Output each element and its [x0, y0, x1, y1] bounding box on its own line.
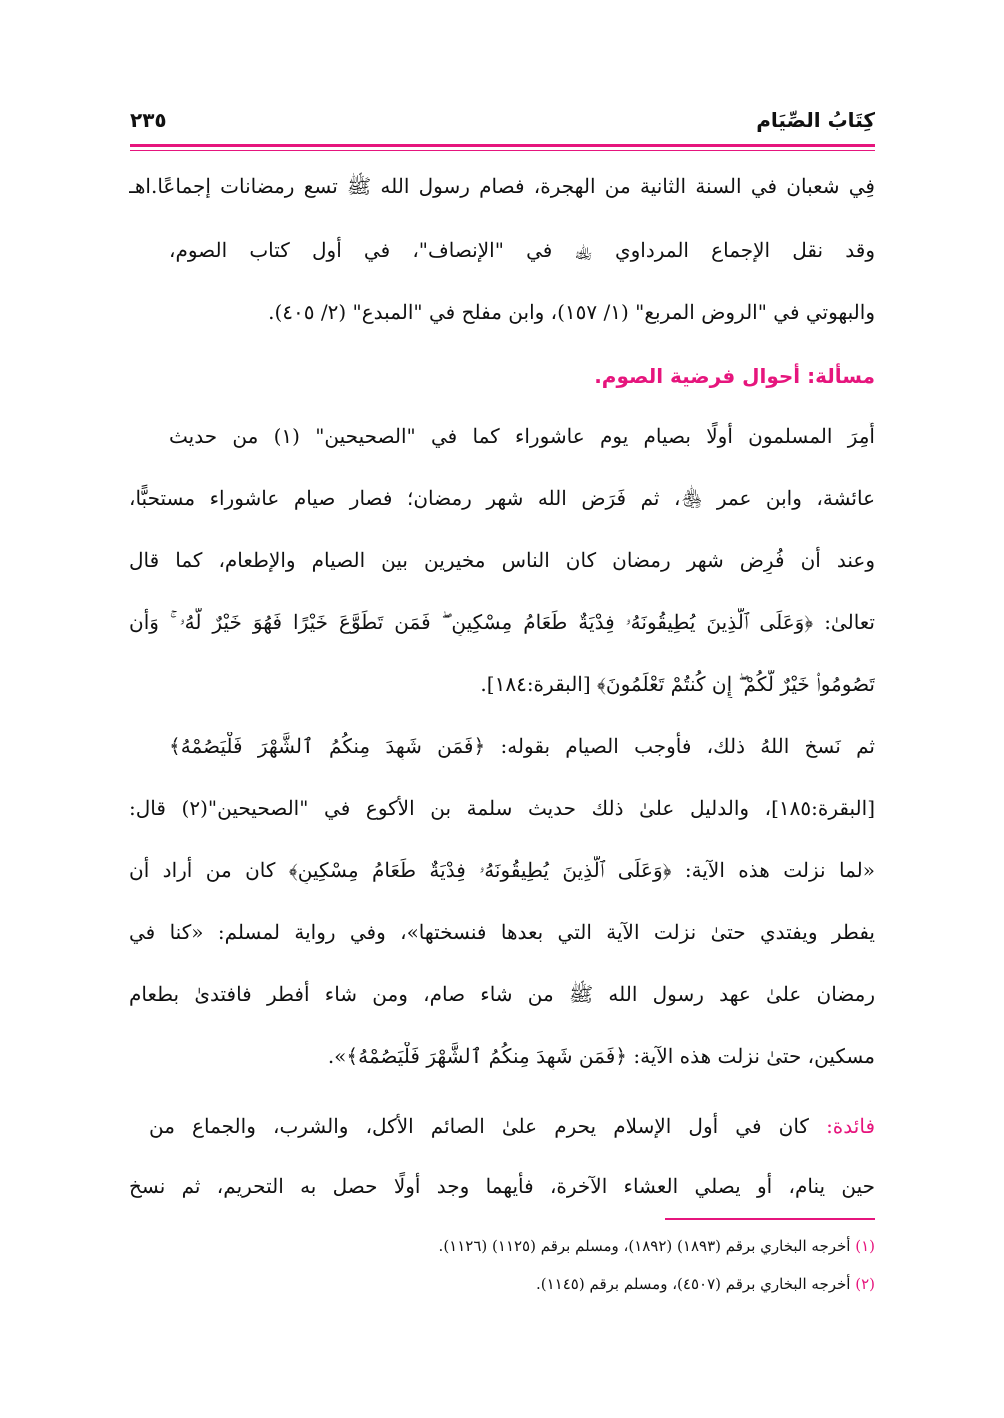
- footnote-separator: [665, 1218, 875, 1220]
- faida-label: فائدة:: [826, 1114, 875, 1138]
- footnote: [439, 1236, 875, 1256]
- text-line: ثم نَسخ اللهُ ذلك، فأوجب الصيام بقوله: ﴿فَمَن شَهِدَ مِنكُمُ ٱلشَّهْرَ فَلْيَصُمْهُ﴾: [169, 734, 875, 758]
- text-line: «لما نزلت هذه الآية: ﴿وَعَلَى ٱلَّذِينَ يُطِيقُونَهُۥ فِدْيَةٌ طَعَامُ مِسْكِينٍ﴾ كان من أراد أن: [129, 858, 875, 882]
- text-line: فِي شعبان في السنة الثانية من الهجرة، فصام رسول الله ﷺ تسع رمضانات إجماعًا.اهـ: [129, 174, 875, 198]
- section-heading: مسألة: أحوال فرضية الصوم.: [594, 364, 875, 388]
- text-line: يفطر ويفتدي حتىٰ نزلت الآية التي بعدها فنسختها»، وفي رواية لمسلم: «كنا في: [129, 920, 875, 944]
- page-number: ٢٣٥: [130, 108, 167, 132]
- text-line: عائشة، وابن عمر ﵃، ثم فَرَض الله شهر رمضان؛ فصار صيام عاشوراء مستحبًّا،: [129, 486, 875, 510]
- quran-verse-line: تَصُومُوا۟ خَيْرٌ لَّكُمْ ۖ إِن كُنتُمْ تَعْلَمُونَ﴾ [البقرة:١٨٤].: [480, 672, 875, 696]
- book-title: كِتَابُ الصِّيَام: [756, 108, 875, 132]
- footnote-mark: (١): [855, 1237, 875, 1255]
- faida-line: [149, 1112, 875, 1140]
- quran-verse-line: تعالىٰ: ﴿وَعَلَى ٱلَّذِينَ يُطِيقُونَهُۥ فِدْيَةٌ طَعَامُ مِسْكِينٍ ۖ فَمَن تَطَوَّعَ خَيْرًا فَهُوَ خَيْرٌ لَّهُۥ ۚ وَأَن: [129, 610, 875, 634]
- footnote-text: أخرجه البخاري برقم (١٨٩٣) (١٨٩٢)، ومسلم برقم (١١٢٥) (١١٢٦).: [438, 1237, 851, 1255]
- text-line: وعند أن فُرِض شهر رمضان كان الناس مخيرين بين الصيام والإطعام، كما قال: [129, 548, 875, 572]
- text-line: [البقرة:١٨٥]، والدليل علىٰ ذلك حديث سلمة بن الأكوع في "الصحيحين"(٢) قال:: [129, 796, 875, 820]
- header-rule-thin: [130, 150, 875, 151]
- page-header: [130, 108, 875, 144]
- text-line: حين ينام، أو يصلي العشاء الآخرة، فأيهما وجد أولًا حصل به التحريم، ثم نسخ: [129, 1174, 875, 1198]
- text-line: أُمِرَ المسلمون أولًا بصيام يوم عاشوراء كما في "الصحيحين" (١) من حديث: [169, 424, 875, 448]
- text-line: رمضان علىٰ عهد رسول الله ﷺ من شاء صام، ومن شاء أفطر فافتدىٰ بطعام: [129, 982, 875, 1006]
- footnote-text: أخرجه البخاري برقم (٤٥٠٧)، ومسلم برقم (١١٤٥).: [535, 1275, 851, 1293]
- footnote-mark: (٢): [855, 1275, 875, 1293]
- footnote: [536, 1274, 875, 1294]
- text-line: والبهوتي في "الروض المربع" (١/ ١٥٧)، وابن مفلح في "المبدع" (٢/ ٤٠٥).: [268, 300, 875, 324]
- text-line: وقد نقل الإجماع المرداوي ﵀ في "الإنصاف"، في أول كتاب الصوم،: [169, 238, 875, 262]
- header-rule-thick: [130, 144, 875, 147]
- faida-text: كان في أول الإسلام يحرم علىٰ الصائم الأكل، والشرب، والجماع من: [149, 1114, 809, 1138]
- text-line: مسكين، حتىٰ نزلت هذه الآية: ﴿فَمَن شَهِدَ مِنكُمُ ٱلشَّهْرَ فَلْيَصُمْهُ﴾».: [327, 1044, 875, 1068]
